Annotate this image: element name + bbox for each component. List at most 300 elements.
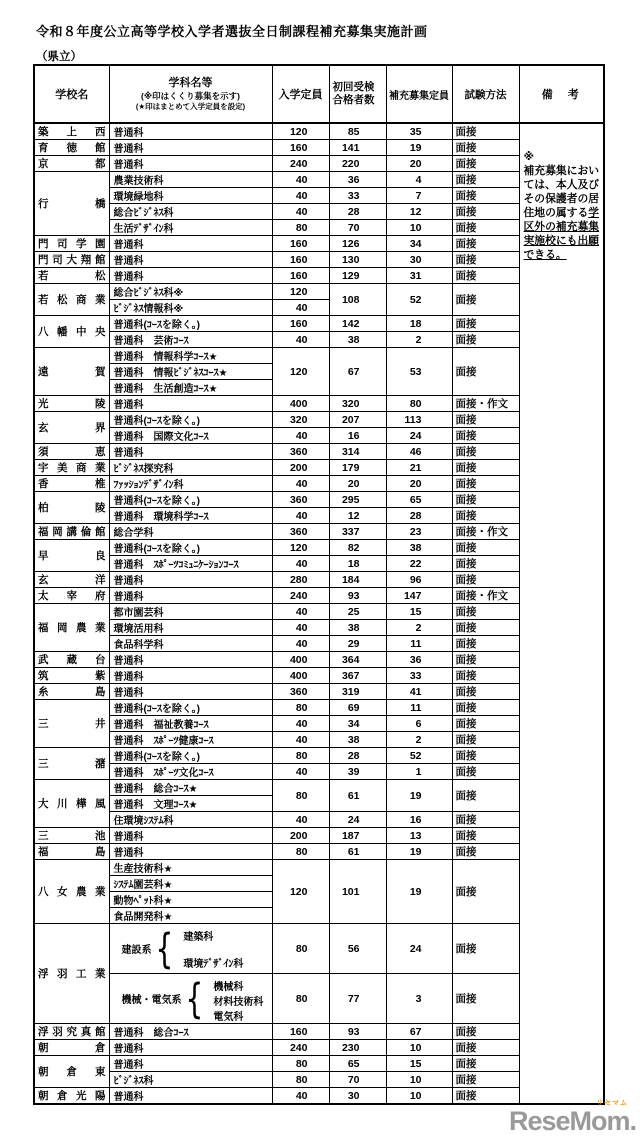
table-row [34,668,604,684]
admission-capacity-cell: 120 [272,284,329,300]
table-row [34,316,604,332]
test-method-cell: 面接 [452,636,519,652]
admission-capacity-cell: 80 [272,780,329,812]
department-cell: 普通科 [109,156,272,172]
table-row [34,172,604,188]
department-cell [109,924,272,974]
table-row [34,268,604,284]
test-method-cell: 面接 [452,220,519,236]
supplement-capacity-cell: 147 [386,588,452,604]
department-cell: 普通科 総合ｺｰｽ [109,1024,272,1040]
table-row [34,1024,604,1040]
department-cell: 普通科(ｺｰｽを除く。) [109,748,272,764]
school-name: 八 女 農 業 [38,886,106,898]
admission-capacity-cell: 320 [272,412,329,428]
header-department-label: 学科名等 [168,77,213,89]
department-cell: 普通科 芸術ｺｰｽ [109,332,272,348]
department-cell: ﾌｧｯｼｮﾝﾃﾞｻﾞｲﾝ科 [109,476,272,492]
test-method-cell: 面接 [452,620,519,636]
school-name: 三 井 [38,718,106,730]
test-method-cell: 面接 [452,684,519,700]
first-exam-passers-cell: 61 [329,780,386,812]
department-group-item: 電気科 [213,1011,244,1023]
admission-capacity-cell: 40 [272,300,329,316]
department-group-label: 機械・電気系 [121,995,182,1006]
supplement-capacity-cell: 13 [386,828,452,844]
school-name: 玄 界 [38,422,106,434]
admission-capacity-cell: 400 [272,668,329,684]
admission-capacity-cell: 40 [272,764,329,780]
department-cell: 普通科 [109,652,272,668]
first-exam-passers-cell: 34 [329,716,386,732]
table-row [34,508,604,524]
test-method-cell: 面接 [452,348,519,396]
resemom-logo-ruby: リセマム [596,1100,628,1107]
department-cell: 普通科 環境科学ｺｰｽ [109,508,272,524]
school-name: 武 蔵 台 [38,654,106,666]
department-cell: ﾋﾞｼﾞﾈｽ科 [109,1072,272,1088]
first-exam-passers-cell: 179 [329,460,386,476]
school-name-cell [34,348,109,396]
supplement-capacity-cell: 18 [386,316,452,332]
school-name-cell [34,828,109,844]
first-exam-passers-cell: 77 [329,974,386,1024]
test-method-cell: 面接 [452,508,519,524]
first-exam-passers-cell: 130 [329,252,386,268]
school-name: 福 岡 農 業 [38,622,106,634]
table-row [34,204,604,220]
department-cell: 普通科 [109,1040,272,1056]
first-exam-passers-cell: 70 [329,220,386,236]
admission-capacity-cell: 160 [272,316,329,332]
table-row [34,492,604,508]
department-cell: 住環境ｼｽﾃﾑ科 [109,812,272,828]
table-row [34,974,604,1024]
left-brace-glyph: { [155,924,174,973]
admission-capacity-cell: 360 [272,492,329,508]
test-method-cell: 面接 [452,700,519,716]
supplement-capacity-cell: 10 [386,220,452,236]
table-row [34,844,604,860]
document-subtitle: （県立） [36,51,82,63]
first-exam-passers-cell: 39 [329,764,386,780]
department-cell: 普通科 情報ﾋﾞｼﾞﾈｽｺｰｽ★ [109,364,272,380]
supplement-capacity-cell: 11 [386,636,452,652]
remarks-cell [519,123,604,1104]
test-method-cell: 面接 [452,460,519,476]
department-cell: 動物ﾍﾟｯﾄ科★ [109,892,272,908]
department-cell: 普通科 [109,828,272,844]
supplement-capacity-cell: 20 [386,156,452,172]
supplement-capacity-cell: 16 [386,812,452,828]
first-exam-passers-cell: 67 [329,348,386,396]
table-row [34,476,604,492]
department-cell: ｼｽﾃﾑ園芸科★ [109,876,272,892]
first-exam-passers-cell: 108 [329,284,386,316]
admission-capacity-cell: 40 [272,812,329,828]
school-name: 若 松 商 業 [38,294,106,306]
supplement-capacity-cell: 53 [386,348,452,396]
recruitment-plan-table [33,64,605,1105]
supplement-capacity-cell: 41 [386,684,452,700]
test-method-cell: 面接 [452,252,519,268]
test-method-cell: 面接 [452,188,519,204]
first-exam-passers-cell: 70 [329,1072,386,1088]
school-name: 早 良 [38,550,106,562]
admission-capacity-cell: 200 [272,460,329,476]
first-exam-passers-cell: 28 [329,748,386,764]
test-method-cell: 面接 [452,204,519,220]
table-row [34,700,604,716]
department-cell: 普通科 [109,236,272,252]
department-cell: 普通科 [109,668,272,684]
first-exam-passers-cell: 142 [329,316,386,332]
table-row [34,444,604,460]
admission-capacity-cell: 80 [272,1072,329,1088]
admission-capacity-cell: 40 [272,620,329,636]
first-exam-passers-cell: 367 [329,668,386,684]
school-name-cell [34,316,109,348]
school-name: 福 島 [38,846,106,858]
test-method-cell: 面接 [452,428,519,444]
department-cell: 普通科 [109,1056,272,1072]
header-department [109,65,272,123]
supplement-capacity-cell: 15 [386,1056,452,1072]
supplement-capacity-cell: 35 [386,123,452,140]
admission-capacity-cell: 120 [272,348,329,396]
supplement-capacity-cell: 52 [386,284,452,316]
supplement-capacity-cell: 22 [386,556,452,572]
table-row [34,716,604,732]
department-group-items [205,978,264,1023]
department-group-item: 機械科 [213,981,244,993]
school-name: 行 橋 [38,198,106,210]
header-first-exam-passers-line1: 初回受検 [332,81,375,93]
school-name-cell [34,604,109,652]
resemom-logo-text: ReseMom. [508,1106,636,1136]
table-row [34,140,604,156]
department-cell: ﾋﾞｼﾞﾈｽ情報科※ [109,300,272,316]
test-method-cell: 面接 [452,1056,519,1072]
first-exam-passers-cell: 65 [329,1056,386,1072]
admission-capacity-cell: 40 [272,716,329,732]
header-department-note2: (★印はまとめて入学定員を設定) [135,102,246,111]
school-name: 浮 羽 工 業 [38,968,106,980]
table-row [34,780,604,796]
school-name: 八 幡 中 央 [38,326,106,338]
department-group-item: 材料技術科 [213,996,264,1008]
supplement-capacity-cell: 33 [386,668,452,684]
supplement-capacity-cell: 1 [386,764,452,780]
header-test-method: 試験方法 [452,65,519,123]
first-exam-passers-cell: 33 [329,188,386,204]
department-cell: 生産技術科★ [109,860,272,876]
test-method-cell: 面接 [452,732,519,748]
admission-capacity-cell: 40 [272,604,329,620]
first-exam-passers-cell: 337 [329,524,386,540]
admission-capacity-cell: 160 [272,1024,329,1040]
header-supplement-capacity: 補充募集定員 [386,65,452,123]
school-name: 香 椎 [38,478,106,490]
school-name: 育 徳 館 [38,142,106,154]
school-name: 京 都 [38,158,106,170]
department-group [114,974,272,1023]
test-method-cell: 面接 [452,412,519,428]
first-exam-passers-cell: 319 [329,684,386,700]
department-cell: 総合ﾋﾞｼﾞﾈｽ科※ [109,284,272,300]
supplement-capacity-cell: 19 [386,780,452,812]
school-name-cell [34,860,109,924]
supplement-capacity-cell: 3 [386,974,452,1024]
supplement-capacity-cell: 52 [386,748,452,764]
first-exam-passers-cell: 85 [329,123,386,140]
department-cell: 食品科学科 [109,636,272,652]
remarks-marker: ※ [523,151,534,163]
school-name: 三 潴 [38,758,106,770]
first-exam-passers-cell: 25 [329,604,386,620]
department-cell: 都市園芸科 [109,604,272,620]
table-row [34,540,604,556]
first-exam-passers-cell: 187 [329,828,386,844]
supplement-capacity-cell: 12 [386,204,452,220]
supplement-capacity-cell: 30 [386,252,452,268]
first-exam-passers-cell: 28 [329,204,386,220]
supplement-capacity-cell: 15 [386,604,452,620]
admission-capacity-cell: 280 [272,572,329,588]
school-name-cell [34,476,109,492]
first-exam-passers-cell: 314 [329,444,386,460]
header-remarks: 備 考 [519,65,604,123]
school-name-cell [34,252,109,268]
test-method-cell: 面接 [452,812,519,828]
department-cell: 普通科 国際文化ｺｰｽ [109,428,272,444]
first-exam-passers-cell: 230 [329,1040,386,1056]
supplement-capacity-cell: 6 [386,716,452,732]
school-name: 門 司 大 翔 館 [38,254,106,266]
admission-capacity-cell: 160 [272,140,329,156]
admission-capacity-cell: 360 [272,684,329,700]
department-cell: 普通科(ｺｰｽを除く。) [109,412,272,428]
supplement-capacity-cell: 20 [386,476,452,492]
admission-capacity-cell: 40 [272,508,329,524]
admission-capacity-cell: 160 [272,268,329,284]
supplement-capacity-cell: 10 [386,1088,452,1105]
table-row [34,556,604,572]
school-name-cell [34,924,109,1024]
school-name-cell [34,684,109,700]
school-name-cell [34,1056,109,1088]
test-method-cell: 面接 [452,332,519,348]
first-exam-passers-cell: 61 [329,844,386,860]
admission-capacity-cell: 80 [272,924,329,974]
admission-capacity-cell: 120 [272,860,329,924]
admission-capacity-cell: 40 [272,332,329,348]
school-name: 福 岡 講 倫 館 [38,526,106,538]
test-method-cell: 面接 [452,556,519,572]
header-school-name: 学校名 [34,65,109,123]
admission-capacity-cell: 40 [272,732,329,748]
supplement-capacity-cell: 2 [386,620,452,636]
table-row [34,764,604,780]
test-method-cell: 面接 [452,974,519,1024]
supplement-capacity-cell: 36 [386,652,452,668]
test-method-cell: 面接 [452,236,519,252]
admission-capacity-cell: 40 [272,636,329,652]
table-row [34,924,604,974]
test-method-cell: 面接・作文 [452,524,519,540]
school-name: 遠 賀 [38,366,106,378]
first-exam-passers-cell: 56 [329,924,386,974]
remarks-text: 補充募集においては、本人及びその保護者の居住地の属する [523,165,600,219]
admission-capacity-cell: 120 [272,540,329,556]
school-name-cell [34,748,109,780]
admission-capacity-cell: 80 [272,974,329,1024]
first-exam-passers-cell: 30 [329,1088,386,1105]
school-name: 大 川 樺 風 [38,798,106,810]
department-cell: 普通科 [109,123,272,140]
first-exam-passers-cell: 207 [329,412,386,428]
school-name-cell [34,572,109,588]
first-exam-passers-cell: 29 [329,636,386,652]
school-name: 筑 紫 [38,670,106,682]
department-group-label: 建設系 [121,945,152,956]
supplement-capacity-cell: 24 [386,924,452,974]
school-name-cell [34,236,109,252]
table-row [34,156,604,172]
test-method-cell: 面接 [452,540,519,556]
first-exam-passers-cell: 101 [329,860,386,924]
test-method-cell: 面接・作文 [452,588,519,604]
supplement-capacity-cell: 19 [386,860,452,924]
school-name: 光 陵 [38,398,106,410]
test-method-cell: 面接 [452,764,519,780]
table-row [34,572,604,588]
school-name-cell [34,460,109,476]
admission-capacity-cell: 240 [272,156,329,172]
department-cell: 農業技術科 [109,172,272,188]
school-name-cell [34,412,109,444]
school-name-cell [34,1088,109,1105]
first-exam-passers-cell: 129 [329,268,386,284]
table-row [34,460,604,476]
left-brace-glyph: { [185,974,204,1023]
admission-capacity-cell: 80 [272,748,329,764]
department-cell: 食品開発科★ [109,908,272,924]
test-method-cell: 面接 [452,860,519,924]
school-name-cell [34,172,109,236]
admission-capacity-cell: 40 [272,204,329,220]
test-method-cell: 面接 [452,492,519,508]
first-exam-passers-cell: 38 [329,732,386,748]
header-department-note1: (※印はくくり募集を示す) [141,91,240,101]
supplement-capacity-cell: 10 [386,1040,452,1056]
header-admission-capacity: 入学定員 [272,65,329,123]
supplement-capacity-cell: 46 [386,444,452,460]
school-name-cell [34,700,109,748]
table-row [34,652,604,668]
admission-capacity-cell: 200 [272,828,329,844]
department-cell: 普通科 [109,396,272,412]
department-cell: 普通科 [109,1088,272,1105]
department-cell: 普通科 [109,444,272,460]
department-cell: 普通科 ｽﾎﾟｰﾂｺﾐｭﾆｹｰｼｮﾝｺｰｽ [109,556,272,572]
table-row [34,860,604,876]
table-row [34,684,604,700]
test-method-cell: 面接 [452,828,519,844]
admission-capacity-cell: 80 [272,1056,329,1072]
first-exam-passers-cell: 36 [329,172,386,188]
school-name-cell [34,844,109,860]
test-method-cell: 面接 [452,156,519,172]
supplement-capacity-cell: 10 [386,1072,452,1088]
school-name: 朝 倉 [38,1042,106,1054]
table-row [34,620,604,636]
test-method-cell: 面接 [452,1024,519,1040]
department-group-items [175,928,243,970]
supplement-capacity-cell: 7 [386,188,452,204]
supplement-capacity-cell: 19 [386,140,452,156]
supplement-capacity-cell: 2 [386,732,452,748]
test-method-cell: 面接 [452,1072,519,1088]
school-name: 門 司 学 園 [38,238,106,250]
table-row [34,412,604,428]
table-row [34,252,604,268]
first-exam-passers-cell: 126 [329,236,386,252]
school-name: 朝 倉 東 [38,1066,106,1078]
school-name: 浮 羽 究 真 館 [38,1026,106,1038]
table-row [34,1040,604,1056]
table-row [34,748,604,764]
school-name-cell [34,156,109,172]
supplement-capacity-cell: 23 [386,524,452,540]
test-method-cell: 面接 [452,316,519,332]
admission-capacity-cell: 160 [272,236,329,252]
supplement-capacity-cell: 34 [386,236,452,252]
first-exam-passers-cell: 16 [329,428,386,444]
department-cell: 普通科 [109,252,272,268]
department-cell: 普通科 ｽﾎﾟｰﾂ文化ｺｰｽ [109,764,272,780]
test-method-cell: 面接 [452,780,519,812]
first-exam-passers-cell: 295 [329,492,386,508]
admission-capacity-cell: 240 [272,1040,329,1056]
school-name-cell [34,588,109,604]
test-method-cell: 面接 [452,123,519,140]
school-name-cell [34,780,109,828]
admission-capacity-cell: 40 [272,556,329,572]
supplement-capacity-cell: 65 [386,492,452,508]
school-name: 築 上 西 [38,126,106,138]
school-name: 朝 倉 光 陽 [38,1090,106,1102]
supplement-capacity-cell: 38 [386,540,452,556]
school-name-cell [34,1040,109,1056]
department-cell: 普通科 文理ｺｰｽ★ [109,796,272,812]
admission-capacity-cell: 40 [272,188,329,204]
department-cell: 普通科 [109,588,272,604]
test-method-cell: 面接 [452,1040,519,1056]
department-cell: 普通科(ｺｰｽを除く。) [109,492,272,508]
department-cell: 総合ﾋﾞｼﾞﾈｽ科 [109,204,272,220]
department-cell: 環境活用科 [109,620,272,636]
admission-capacity-cell: 400 [272,652,329,668]
admission-capacity-cell: 80 [272,700,329,716]
department-cell: 普通科 [109,268,272,284]
department-cell [109,974,272,1024]
department-cell: 普通科 生活創造ｺｰｽ★ [109,380,272,396]
table-row [34,348,604,364]
admission-capacity-cell: 360 [272,444,329,460]
test-method-cell: 面接・作文 [452,396,519,412]
first-exam-passers-cell: 12 [329,508,386,524]
